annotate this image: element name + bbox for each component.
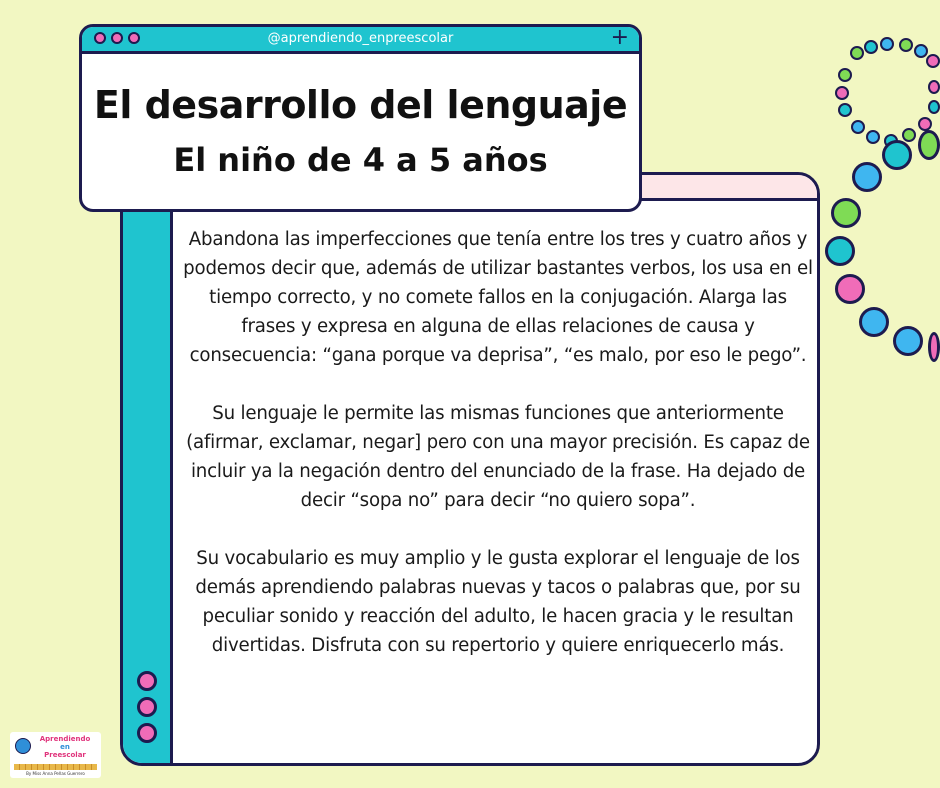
side-dot	[137, 697, 157, 717]
brand-logo	[10, 732, 101, 778]
card-side-bar	[123, 175, 173, 763]
paragraph-1: Abandona las imperfecciones que tenía entre los tres y cuatro años y podemos decir que, además de utilizar bastantes verbos, los usa en el tiempo correcto, y no comete fallos en la conjugación. Alarga las frases y expresa en alguna de ellas relaciones de causa y consecuencia: “gana porque va deprisa”, “es malo, por eso le pego”.	[183, 229, 813, 366]
decor-dot	[838, 68, 852, 82]
decor-dot	[852, 162, 882, 192]
decor-dot	[914, 44, 928, 58]
logo-credit: By Miss Anna Peñas Guerrero	[26, 771, 85, 776]
header-window	[79, 24, 642, 212]
decor-dot	[859, 307, 889, 337]
plus-icon: +	[610, 25, 629, 50]
decor-dot	[831, 198, 861, 228]
paragraph-3: Su vocabulario es muy amplio y le gusta explorar el lenguaje de los demás aprendiendo palabras nuevas y tacos o palabras que, por su peculiar sonido y reacción del adulto, le hacen gracia y le resultan divertidas. Disfruta con su repertorio y quiere enriquecerlo más.	[195, 548, 801, 656]
decor-dot	[880, 37, 894, 51]
decor-dot	[918, 130, 940, 160]
side-dot	[137, 723, 157, 743]
decor-dot	[850, 46, 864, 60]
decor-dot	[928, 80, 940, 94]
social-handle: @aprendiendo_enpreescolar	[267, 31, 454, 46]
decor-dot	[899, 38, 913, 52]
decor-dot	[835, 274, 865, 304]
logo-text: Aprendiendo en Preescolar	[39, 735, 91, 759]
decor-dot	[882, 140, 912, 170]
card-body	[181, 225, 815, 689]
decor-dot	[825, 236, 855, 266]
side-dot	[137, 671, 157, 691]
decor-dot	[851, 120, 865, 134]
content-card	[120, 172, 820, 766]
decor-dot	[902, 128, 916, 142]
page-subtitle: El niño de 4 a 5 años	[173, 141, 548, 179]
window-titlebar	[82, 27, 639, 54]
decor-dot	[926, 54, 940, 68]
paragraph-2: Su lenguaje le permite las mismas funciones que anteriormente (afirmar, exclamar, negar] pero con una mayor precisión. Es capaz de incluir ya la negación dentro del enunciado de la frase. Ha dejado de decir “sopa no” para decir “no quiero sopa”.	[186, 403, 810, 511]
decor-dot	[928, 100, 940, 114]
decor-dot	[835, 86, 849, 100]
ruler-icon	[14, 764, 97, 770]
decor-dot	[864, 40, 878, 54]
decor-dot	[918, 117, 932, 131]
decor-dot	[838, 103, 852, 117]
page-title: El desarrollo del lenguaje	[93, 83, 628, 127]
decor-dot	[866, 130, 880, 144]
decor-dot	[928, 332, 940, 362]
globe-icon	[15, 738, 31, 754]
decor-dot	[893, 326, 923, 356]
